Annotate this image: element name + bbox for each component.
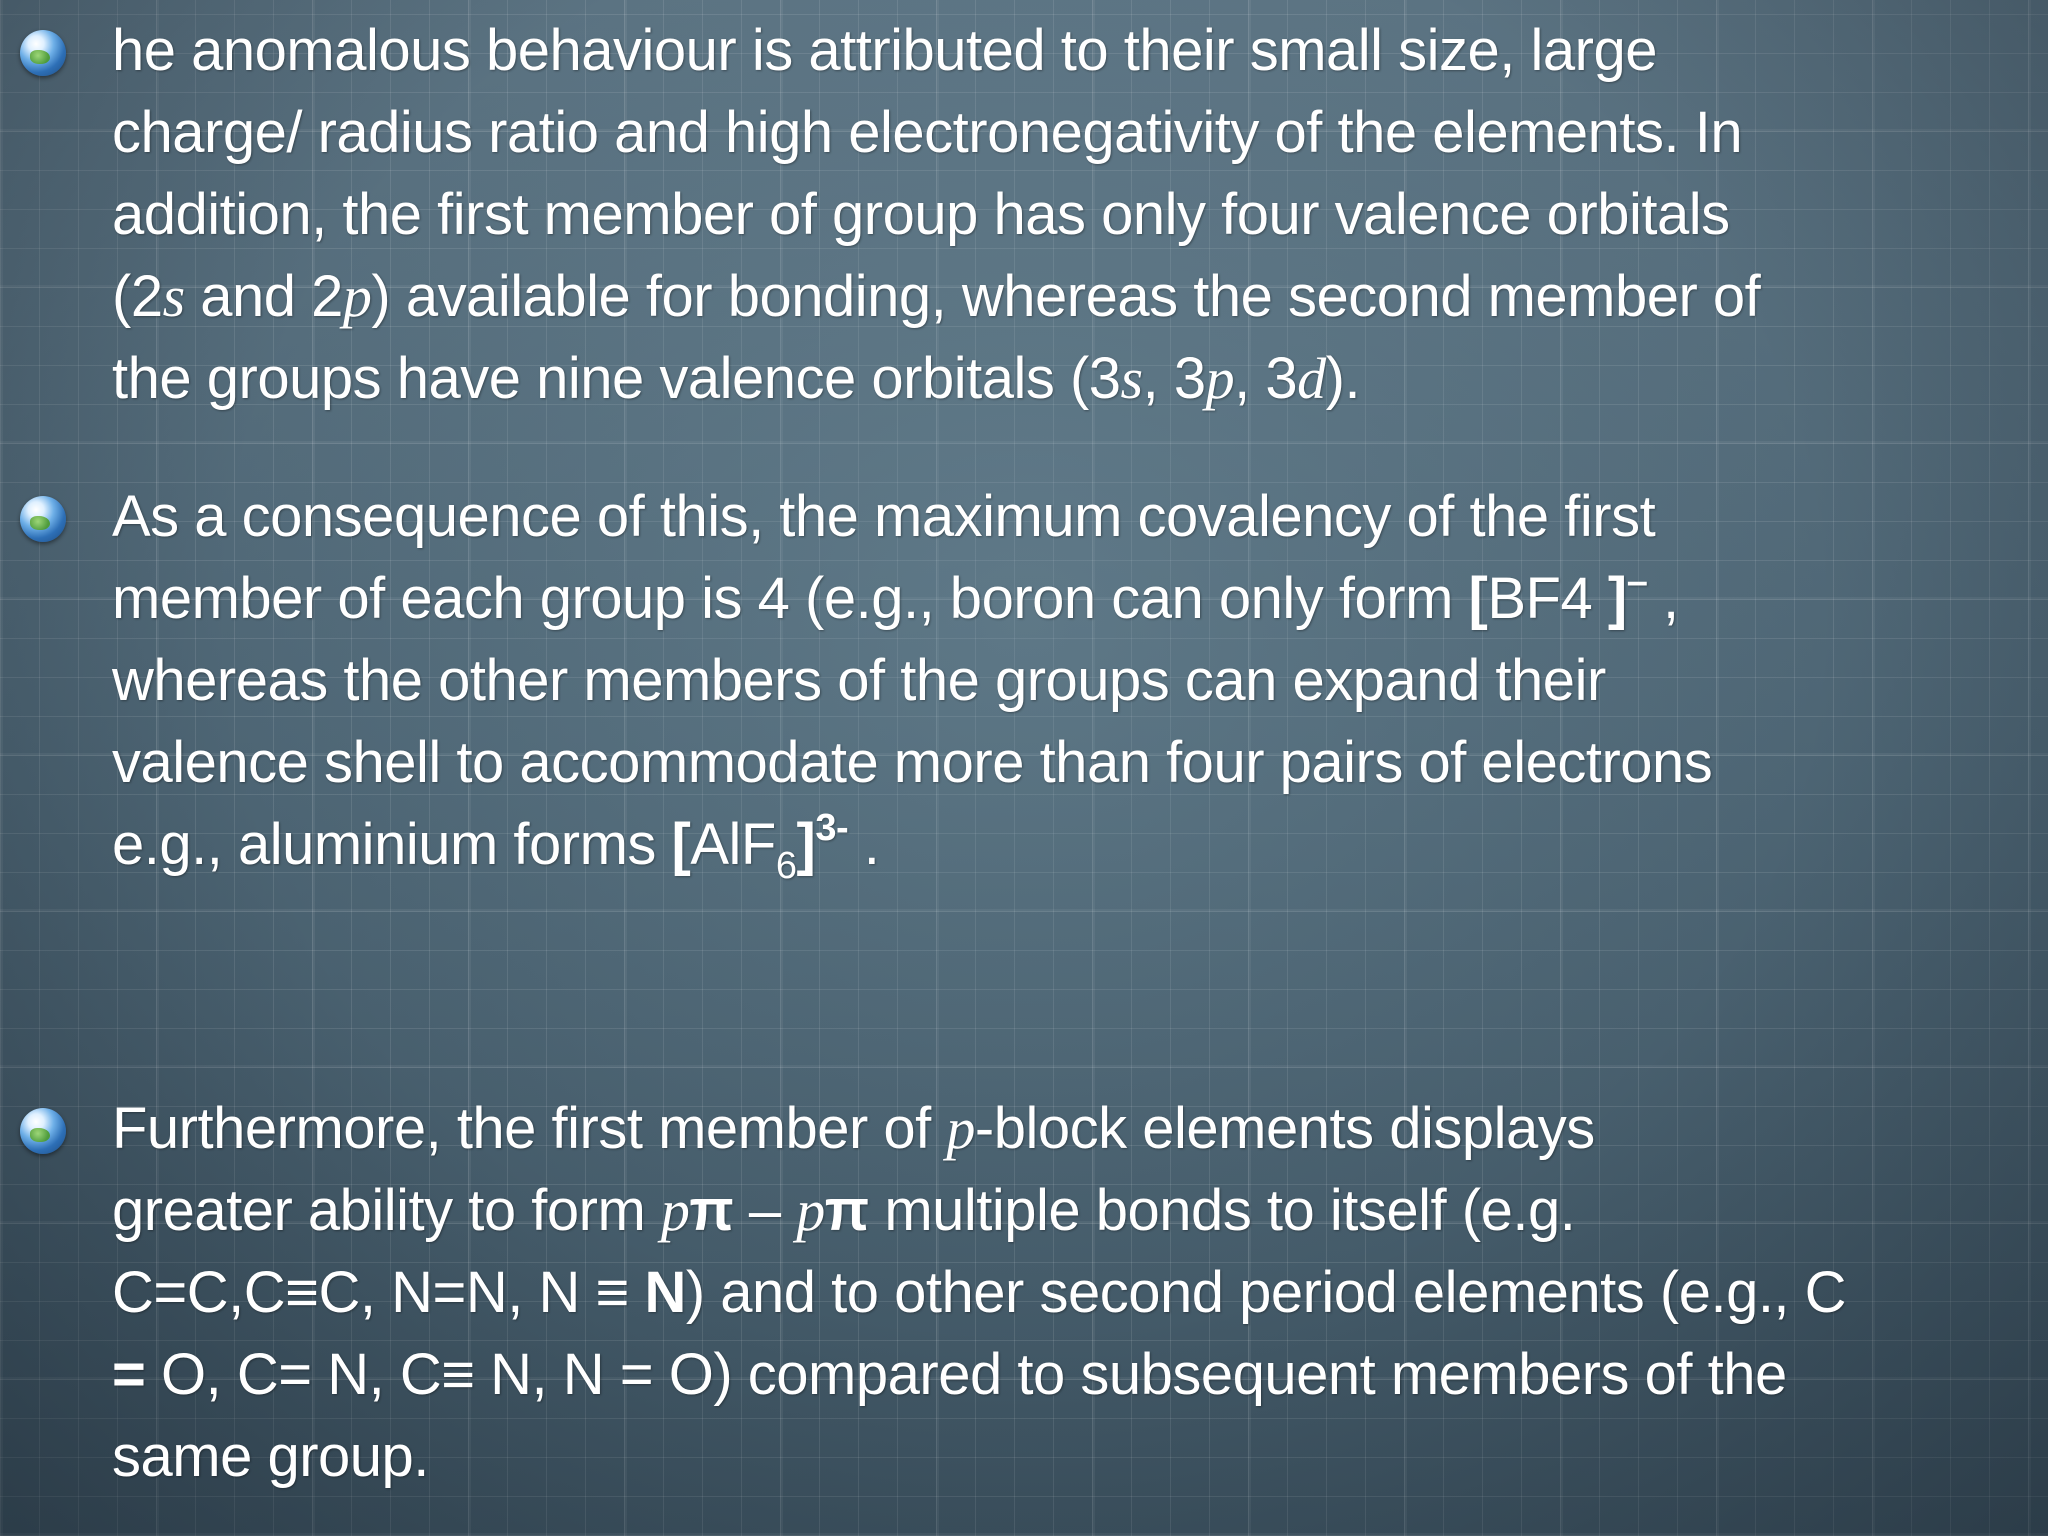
bullet-1-line-3: addition, the first member of group has only four valence orbitals [112,182,1730,247]
p-pi-p: p [796,1178,825,1243]
bullet-3-line-5: same group. [112,1424,429,1489]
text-segment: e.g., aluminium forms [112,812,672,877]
bullet-3-line-1 [112,1088,2030,1170]
text-segment: ) available for bonding, whereas the second member of [371,264,1761,329]
p-pi-p: p [660,1178,690,1243]
bracket-close: ] [1607,566,1627,631]
text-segment: greater ability to form [112,1178,661,1243]
block-p: p [946,1096,975,1161]
orbital-s: s [162,264,185,329]
globe-bullet-icon [20,1108,66,1154]
orbital-d: d [1297,346,1326,411]
text-segment: multiple bonds to itself (e.g. [868,1178,1576,1243]
text-segment: , 3 [1234,346,1298,411]
bracket-close: ] [796,812,816,877]
text-segment: -block elements displays [974,1096,1595,1161]
text-segment: O, C= N, C≡ N, N = O) compared to subsequent members of the [145,1342,1787,1407]
ion-charge: – [1626,561,1648,603]
bracket-open: [ [1468,566,1488,631]
globe-bullet-icon [20,496,66,542]
ion-charge: 3- [815,807,849,849]
text-segment: C=C,C≡C, N=N, N [112,1260,596,1325]
bullet-2-line-2 [112,558,2030,640]
text-segment: ) and to other second period elements (e.g., C [685,1260,1847,1325]
bullet-2-text [112,476,2030,886]
double-bond-symbol: = [112,1342,146,1407]
bullet-3-text [112,1088,2030,1498]
bullet-3-line-4 [112,1334,2030,1416]
bullet-2-line-3: whereas the other members of the groups can expand their [112,648,1606,713]
bullet-1-line-1: he anomalous behaviour is attributed to their small size, large [112,18,1658,83]
ion-subscript: 6 [775,845,797,887]
text-segment: Furthermore, the first member of [112,1096,947,1161]
bullet-1-line-2: charge/ radius ratio and high electronegativity of the elements. In [112,100,1743,165]
pi-symbol: π [689,1178,734,1243]
text-segment: and 2 [184,264,343,329]
orbital-s: s [1120,346,1143,411]
bullet-2-line-5 [112,804,2030,886]
bullet-2-line-1: As a consequence of this, the maximum covalency of the first [112,484,1656,549]
dash: – [733,1178,797,1243]
pi-symbol: π [824,1178,869,1243]
text-segment: ). [1325,346,1361,411]
orbital-p: p [1205,346,1235,411]
bullet-3-line-2 [112,1170,2030,1252]
bracket-open: [ [671,812,691,877]
globe-bullet-icon [20,30,66,76]
text-segment: , 3 [1142,346,1206,411]
text-segment: (2 [112,264,163,329]
ion-formula: AlF [690,812,776,877]
bullet-2-line-4: valence shell to accommodate more than four pairs of electrons [112,730,1713,795]
ion-formula: BF4 [1487,566,1608,631]
nitrogen-symbol: N [628,1260,686,1325]
bullet-1-line-5 [112,338,2030,420]
triple-bond-symbol: ≡ [595,1260,629,1325]
text-segment: . [848,812,880,877]
text-segment: the groups have nine valence orbitals (3 [112,346,1121,411]
bullet-3-line-3 [112,1252,2030,1334]
text-segment: member of each group is 4 (e.g., boron can only form [112,566,1469,631]
bullet-1-text [112,10,2030,420]
orbital-p: p [342,264,372,329]
text-segment: , [1647,566,1679,631]
bullet-1-line-4 [112,256,2030,338]
